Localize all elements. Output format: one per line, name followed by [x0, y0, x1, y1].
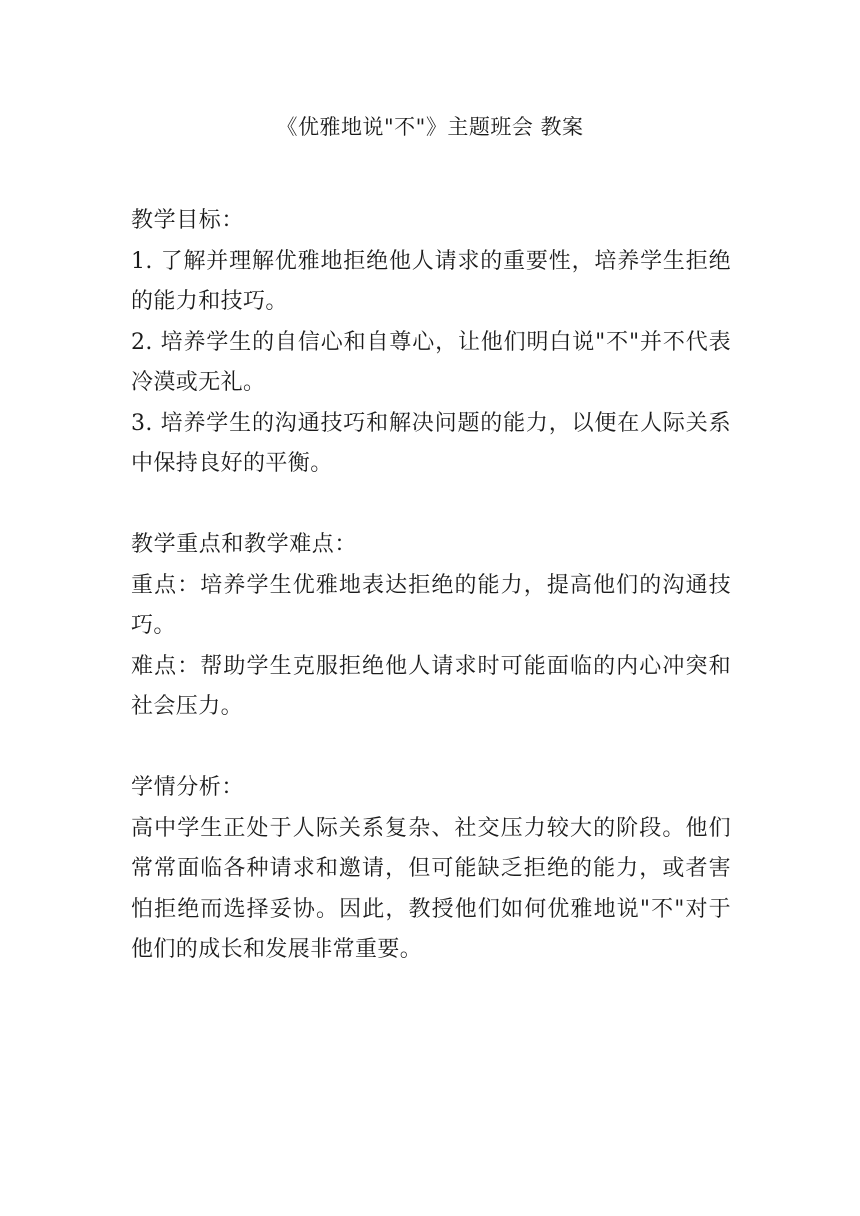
section-heading: 教学重点和教学难点： [131, 532, 358, 557]
objective-item: 1. 了解并理解优雅地拒绝他人请求的重要性，培养学生拒绝的能力和技巧。 [131, 248, 731, 314]
document-title: 《优雅地说"不"》主题班会 教案 [276, 115, 584, 139]
section-key-and-difficult-points [131, 525, 731, 728]
section-heading: 学情分析： [131, 775, 245, 800]
section-spacer [131, 485, 731, 526]
analysis-paragraph: 高中学生正处于人际关系复杂、社交压力较大的阶段。他们常常面临各种请求和邀请，但可能缺乏拒绝的能力，或者害怕拒绝而选择妥协。因此，教授他们如何优雅地说"不"对于他们的成长和发展非常重要。 [131, 815, 731, 962]
objective-item: 2. 培养学生的自信心和自尊心，让他们明白说"不"并不代表冷漠或无礼。 [131, 329, 731, 395]
key-point: 重点：培养学生优雅地表达拒绝的能力，提高他们的沟通技巧。 [131, 572, 731, 638]
section-learner-analysis [131, 768, 731, 971]
objective-item: 3. 培养学生的沟通技巧和解决问题的能力，以便在人际关系中保持良好的平衡。 [131, 410, 731, 476]
section-spacer [131, 728, 731, 769]
difficult-point: 难点：帮助学生克服拒绝他人请求时可能面临的内心冲突和社会压力。 [131, 653, 731, 719]
document-body [131, 201, 731, 971]
section-teaching-objectives [131, 201, 731, 485]
section-heading: 教学目标： [131, 208, 245, 233]
